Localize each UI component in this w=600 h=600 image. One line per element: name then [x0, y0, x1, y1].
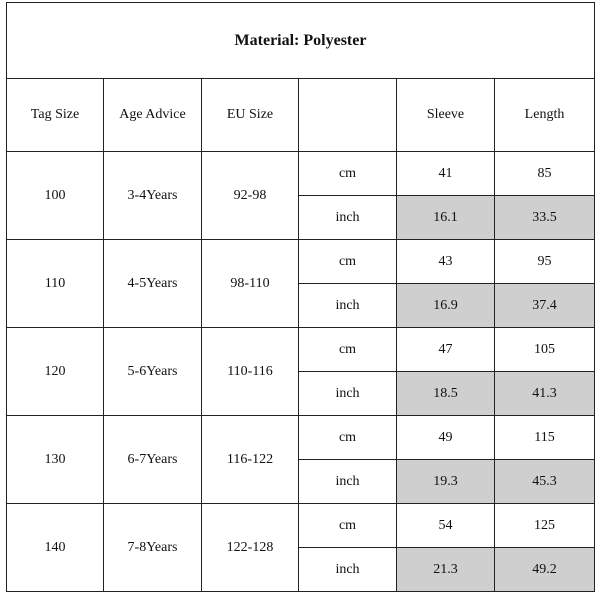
age-advice-cell: 4-5Years: [104, 240, 202, 328]
unit-inch-cell: inch: [299, 460, 397, 504]
header-sleeve: Sleeve: [397, 79, 495, 152]
unit-inch-cell: inch: [299, 548, 397, 592]
table-row-cm: [7, 152, 595, 196]
tag-size-cell: 100: [7, 152, 104, 240]
unit-cm-cell: cm: [299, 328, 397, 372]
table-row-cm: [7, 240, 595, 284]
sleeve-cm-cell: 41: [397, 152, 495, 196]
table-row-cm: [7, 416, 595, 460]
tag-size-cell: 120: [7, 328, 104, 416]
sleeve-inch-cell: 16.1: [397, 196, 495, 240]
unit-cm-cell: cm: [299, 416, 397, 460]
sleeve-cm-cell: 54: [397, 504, 495, 548]
length-cm-cell: 115: [495, 416, 595, 460]
eu-size-cell: 122-128: [202, 504, 299, 592]
length-inch-cell: 37.4: [495, 284, 595, 328]
unit-cm-cell: cm: [299, 504, 397, 548]
eu-size-cell: 92-98: [202, 152, 299, 240]
header-row: [7, 79, 595, 152]
sleeve-cm-cell: 49: [397, 416, 495, 460]
eu-size-cell: 110-116: [202, 328, 299, 416]
sleeve-cm-cell: 43: [397, 240, 495, 284]
age-advice-cell: 6-7Years: [104, 416, 202, 504]
tag-size-cell: 140: [7, 504, 104, 592]
unit-inch-cell: inch: [299, 372, 397, 416]
length-inch-cell: 49.2: [495, 548, 595, 592]
header-tag-size: Tag Size: [7, 79, 104, 152]
sleeve-inch-cell: 21.3: [397, 548, 495, 592]
length-inch-cell: 33.5: [495, 196, 595, 240]
size-table: [6, 2, 595, 592]
header-length: Length: [495, 79, 595, 152]
length-cm-cell: 85: [495, 152, 595, 196]
length-cm-cell: 95: [495, 240, 595, 284]
age-advice-cell: 3-4Years: [104, 152, 202, 240]
size-chart: [6, 2, 594, 597]
age-advice-cell: 5-6Years: [104, 328, 202, 416]
length-cm-cell: 105: [495, 328, 595, 372]
eu-size-cell: 98-110: [202, 240, 299, 328]
age-advice-cell: 7-8Years: [104, 504, 202, 592]
length-cm-cell: 125: [495, 504, 595, 548]
tag-size-cell: 130: [7, 416, 104, 504]
header-eu-size: EU Size: [202, 79, 299, 152]
header-age-advice: Age Advice: [104, 79, 202, 152]
sleeve-cm-cell: 47: [397, 328, 495, 372]
sleeve-inch-cell: 16.9: [397, 284, 495, 328]
eu-size-cell: 116-122: [202, 416, 299, 504]
unit-cm-cell: cm: [299, 240, 397, 284]
table-row-cm: [7, 328, 595, 372]
unit-inch-cell: inch: [299, 196, 397, 240]
header-unit: [299, 79, 397, 152]
unit-cm-cell: cm: [299, 152, 397, 196]
sleeve-inch-cell: 18.5: [397, 372, 495, 416]
length-inch-cell: 41.3: [495, 372, 595, 416]
sleeve-inch-cell: 19.3: [397, 460, 495, 504]
table-row-cm: [7, 504, 595, 548]
length-inch-cell: 45.3: [495, 460, 595, 504]
tag-size-cell: 110: [7, 240, 104, 328]
unit-inch-cell: inch: [299, 284, 397, 328]
table-title: Material: Polyester: [7, 3, 595, 79]
